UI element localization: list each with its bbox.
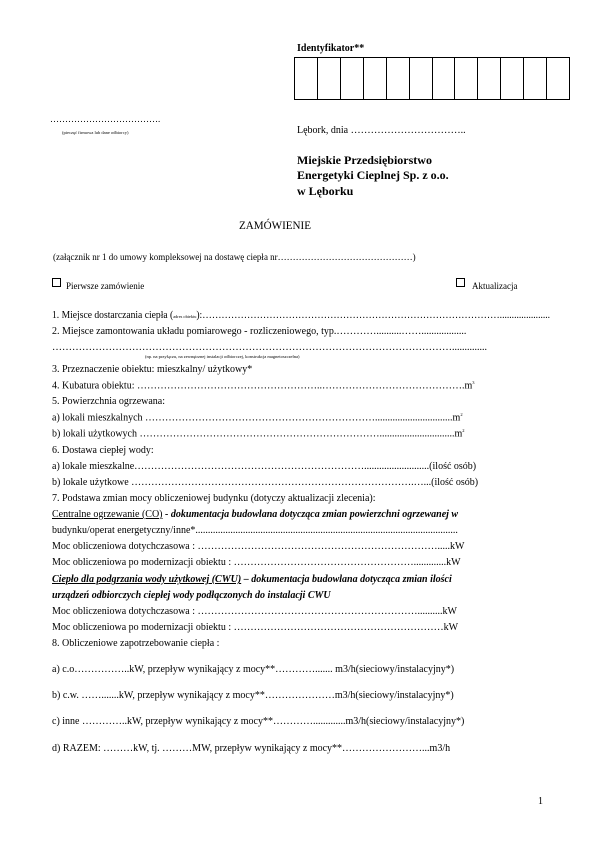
item-6b[interactable]: b) lokale użytkowe ………………………………………………………………………….…...(ilość osób) (52, 477, 479, 488)
identifier-cell[interactable] (455, 58, 478, 99)
square-superscript: 2 (460, 412, 463, 417)
subtitle: (załącznik nr 1 do umowy kompleksowej na dostawę ciepła nr………………………………………) (53, 252, 416, 262)
item-1-hint: adres obiektu (173, 314, 197, 319)
identifier-cell[interactable] (501, 58, 524, 99)
item-6a[interactable]: a) lokale mieszkalne……………………………………………………………..........................(ilość osób) (52, 461, 477, 472)
cwu-heading-line2: urządzeń odbiorczych ciepłej wody podłączonych do instalacji CWU (52, 590, 331, 601)
item-6: 6. Dostawa ciepłej wody: (52, 445, 154, 456)
co-power-current[interactable]: Moc obliczeniowa dotychczasowa : ……………………………………………………………….....kW (52, 541, 465, 552)
cwu-heading (52, 574, 452, 586)
first-order-checkbox[interactable] (52, 278, 61, 287)
item-2[interactable]: 2. Miejsce zamontowania układu pomiarowego - rozliczeniowego, typ.…………..........…….................. (52, 326, 467, 337)
page-number: 1 (538, 796, 543, 807)
identifier-cell[interactable] (410, 58, 433, 99)
identifier-cell[interactable] (364, 58, 387, 99)
item-8: 8. Obliczeniowe zapotrzebowanie ciepła : (52, 638, 220, 649)
recipient-line-3: w Lęborku (297, 184, 354, 198)
place-date: Lębork, dnia …………………………….. (297, 125, 466, 136)
page-title: ZAMÓWIENIE (238, 218, 312, 232)
item-5a[interactable] (52, 412, 463, 424)
item-7: 7. Podstawa zmian mocy obliczeniowej budynku (dotyczy aktualizacji zlecenia): (52, 493, 376, 504)
square-superscript: 2 (462, 428, 465, 433)
identifier-label: Identyfikator** (297, 43, 365, 54)
item-5: 5. Powierzchnia ogrzewana: (52, 396, 166, 407)
item-5b-text: b) lokali użytkowych ………………………………………………………………..............................m (52, 428, 463, 440)
cubic-superscript: 3 (472, 380, 475, 385)
cwu-heading-title: Ciepło dla podgrzania wody użytkowej (CWU) (52, 574, 242, 585)
identifier-cell[interactable] (547, 58, 569, 99)
item-5a-text: a) lokali mieszkalnych ……………………………………………………………...............................m (52, 412, 461, 424)
identifier-cell[interactable] (341, 58, 364, 99)
cwu-power-after[interactable]: Moc obliczeniowa po modernizacji obiektu : ………………………………………………………kW (52, 622, 459, 633)
item-8d[interactable]: d) RAZEM: ………kW, tj. ………MW, przepływ wynikający z mocy**……………………...m3/h (52, 743, 451, 754)
item-4[interactable] (52, 380, 475, 392)
cwu-power-current[interactable]: Moc obliczeniowa dotychczasowa : …………………………………………………………..........kW (52, 606, 457, 617)
cwu-heading-desc: – dokumentacja budowlana dotycząca zmian ilości (241, 574, 452, 585)
identifier-cell[interactable] (387, 58, 410, 99)
sender-dots: ………………………………. (50, 114, 161, 124)
update-checkbox[interactable] (456, 278, 465, 287)
item-2-field[interactable]: ………………………………………………………………………………………………………….............. (52, 342, 487, 353)
item-8c[interactable]: c) inne …………..kW, przepływ wynikający z mocy**………….............m3/h(sieciowy/instalacyjny*) (52, 716, 465, 727)
item-1 (52, 310, 550, 322)
identifier-cell[interactable] (318, 58, 341, 99)
item-8a[interactable]: a) c.o……………..kW, przepływ wynikający z mocy**…………....... m3/h(sieciowy/instalacyjny*) (52, 664, 455, 675)
identifier-grid[interactable] (294, 57, 570, 100)
co-documentation[interactable]: budynku/operat energetyczny/inne*......................................................................................................... (52, 525, 458, 536)
item-5b[interactable] (52, 428, 465, 440)
item-8b[interactable]: b) c.w. …….......kW, przepływ wynikający z mocy**…………………m3/h(sieciowy/instalacyjny*) (52, 690, 454, 701)
first-order-label: Pierwsze zamówienie (66, 281, 145, 291)
item-1-field[interactable]: ):…………………………………………………………………………………..................... (196, 310, 551, 321)
update-label: Aktualizacja (472, 281, 518, 291)
item-2-note: (np. na przyłączu, na zewnętrznej instalacji odbiorczej, konstrukcja magnetoszczelna) (145, 354, 300, 359)
identifier-cell[interactable] (433, 58, 456, 99)
co-heading (52, 509, 458, 521)
identifier-cell[interactable] (478, 58, 501, 99)
item-1-label: 1. Miejsce dostarczania ciepła ( (52, 310, 174, 321)
co-heading-title: Centralne ogrzewanie (CO) (52, 509, 163, 520)
recipient-line-1: Miejskie Przedsiębiorstwo (297, 153, 432, 167)
identifier-cell[interactable] (524, 58, 547, 99)
co-heading-desc: - dokumentacja budowlana dotycząca zmian powierzchni ogrzewanej w (162, 509, 459, 520)
identifier-cell[interactable] (295, 58, 318, 99)
item-3: 3. Przeznaczenie obiektu: mieszkalny/ użytkowy* (52, 364, 253, 375)
item-4-text: 4. Kubatura obiektu: ………………………………………………..…………………………………….m (52, 380, 473, 392)
co-power-after[interactable]: Moc obliczeniowa po modernizacji obiektu : ……………………………………………….............kW (52, 557, 461, 568)
recipient-line-2: Energetyki Cieplnej Sp. z o.o. (297, 168, 449, 182)
sender-caption: (pieczęć firmowa lub dane odbiorcy) (62, 130, 129, 135)
